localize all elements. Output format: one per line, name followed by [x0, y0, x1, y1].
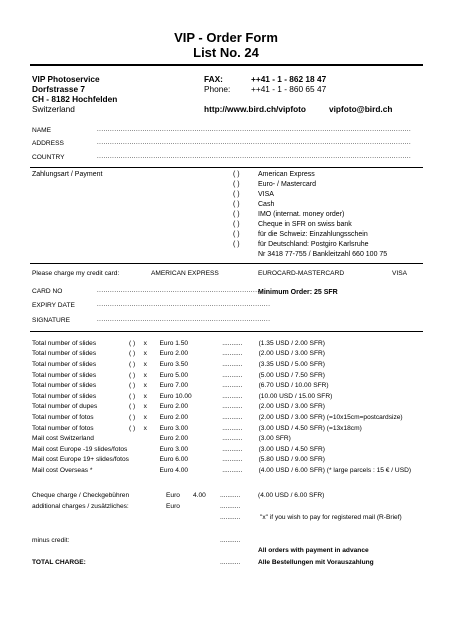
- item-label: Total number of fotos: [32, 424, 94, 432]
- pricing-row: [32, 402, 452, 413]
- pricing-row: [32, 380, 452, 391]
- form-title: VIP - Order Form: [174, 30, 278, 45]
- quantity-box[interactable]: ( ): [128, 403, 136, 411]
- amount-blank[interactable]: ...........: [222, 456, 243, 464]
- address-field[interactable]: .................................................................................................................................................: [97, 140, 412, 146]
- divider-card: [30, 331, 423, 332]
- payment-option-label: Cheque in SFR on swiss bank: [258, 221, 352, 228]
- additional-charges-label: additional charges / zusätzliches:: [32, 503, 129, 510]
- divider-address: [30, 167, 423, 168]
- unit-price: 3.50: [175, 360, 189, 368]
- currency: Euro: [159, 466, 174, 474]
- quantity-box[interactable]: ( ): [128, 392, 136, 400]
- currency: Euro: [159, 382, 174, 390]
- payment-option-label: für die Schweiz: Einzahlungsschein: [258, 231, 368, 238]
- times-sign: x: [143, 413, 147, 421]
- signature-label: SIGNATURE: [32, 317, 70, 324]
- payment-option-label: für Deutschland: Postgiro Karlsruhe: [258, 241, 369, 248]
- cheque-charge-price: 4.00: [193, 492, 206, 499]
- amount-blank[interactable]: ...........: [222, 435, 243, 443]
- item-label: Total number of slides: [32, 371, 97, 379]
- spacer-cell: [199, 391, 222, 402]
- minus-credit-label: minus credit:: [32, 537, 70, 544]
- amount-blank[interactable]: ...........: [222, 339, 243, 347]
- price-note: (6.70 USD / 10.00 SFR): [258, 382, 329, 390]
- item-label: Total number of slides: [32, 360, 97, 368]
- charge-card-label: Please charge my credit card:: [32, 270, 120, 277]
- item-label: Mail cost Switzerland: [32, 435, 94, 443]
- amount-blank[interactable]: ...........: [222, 392, 243, 400]
- pricing-row: [32, 359, 452, 370]
- currency: Euro: [159, 445, 174, 453]
- price-note: (2.00 USD / 3.00 SFR): [258, 350, 325, 358]
- divider-payment: [30, 263, 423, 264]
- payment-option-label: Euro- / Mastercard: [258, 181, 316, 188]
- pricing-row: [32, 412, 452, 423]
- times-sign: x: [143, 339, 147, 347]
- currency: Euro: [159, 413, 174, 421]
- item-label: Mail cost Europe 19+ slides/fotos: [32, 456, 129, 464]
- spacer-cell: [199, 423, 222, 434]
- price-note: (5.00 USD / 7.50 SFR): [258, 371, 325, 379]
- minus-credit-blank[interactable]: ...........: [220, 537, 241, 544]
- price-note: (10.00 USD / 15.00 SFR): [258, 392, 333, 400]
- item-label: Total number of slides: [32, 382, 97, 390]
- pricing-row: [32, 444, 452, 455]
- pricing-row: [32, 455, 452, 466]
- advance-payment-de: Alle Bestellungen mit Vorauszahlung: [258, 559, 374, 566]
- payment-option-label: VISA: [258, 191, 274, 198]
- cheque-charge-note: (4.00 USD / 6.00 SFR): [258, 492, 325, 499]
- card-option-eurocard[interactable]: EUROCARD-MASTERCARD: [258, 270, 345, 277]
- price-note: (3.35 USD / 5.00 SFR): [258, 360, 325, 368]
- pricing-table: [32, 338, 452, 476]
- name-label: NAME: [32, 127, 52, 134]
- unit-price: 6.00: [175, 456, 189, 464]
- times-sign: x: [143, 424, 147, 432]
- pricing-row: [32, 391, 452, 402]
- quantity-box: [129, 455, 144, 466]
- quantity-box: [129, 465, 144, 476]
- times-sign: x: [143, 360, 147, 368]
- spacer-cell: [199, 444, 222, 455]
- unit-price: 2.00: [175, 350, 189, 358]
- item-label: Mail cost Europe -19 slides/fotos: [32, 445, 128, 453]
- price-note: (3.00 USD / 4.50 SFR): [258, 445, 325, 453]
- spacer-cell: [199, 465, 222, 476]
- pricing-row: [32, 370, 452, 381]
- pricing-row: [32, 423, 452, 434]
- cheque-charge-currency: Euro: [166, 492, 180, 499]
- spacer-cell: [199, 380, 222, 391]
- price-note: (4.00 USD / 6.00 SFR) (* large parcels : 15 € / USD): [258, 466, 412, 474]
- minimum-order: Minimum Order: 25 SFR: [258, 289, 338, 296]
- currency: Euro: [159, 339, 174, 347]
- unit-price: 4.00: [175, 466, 189, 474]
- name-field[interactable]: .................................................................................................................................................: [97, 127, 412, 133]
- pricing-row: [32, 338, 452, 349]
- spacer-cell: [199, 455, 222, 466]
- spacer-cell: [199, 370, 222, 381]
- phone-label: Phone:: [204, 84, 231, 94]
- unit-price: 3.00: [175, 424, 189, 432]
- currency: Euro: [159, 424, 174, 432]
- payment-option-label: IMO (internat. money order): [258, 211, 345, 218]
- quantity-box: [129, 433, 144, 444]
- unit-price: 2.00: [175, 435, 189, 443]
- title-divider: [30, 64, 423, 66]
- address-label: ADDRESS: [32, 140, 64, 147]
- additional-charges-currency: Euro: [166, 503, 180, 510]
- card-option-visa[interactable]: VISA: [392, 270, 408, 277]
- payment-checkbox[interactable]: ( ): [233, 211, 240, 218]
- cheque-charge-blank[interactable]: ...........: [220, 492, 241, 499]
- amount-blank[interactable]: ...........: [222, 350, 243, 358]
- quantity-box[interactable]: ( ): [128, 424, 136, 432]
- item-label: Total number of fotos: [32, 413, 94, 421]
- payment-checkbox[interactable]: ( ): [233, 241, 240, 248]
- payment-option-label: Cash: [258, 201, 275, 208]
- amount-blank[interactable]: ...........: [222, 413, 243, 421]
- item-label: Total number of dupes: [32, 403, 98, 411]
- spacer-cell: [199, 338, 222, 349]
- email-link[interactable]: vipfoto@bird.ch: [329, 104, 393, 114]
- advance-payment-en: All orders with payment in advance: [258, 547, 369, 554]
- company-street: Dorfstrasse 7: [32, 84, 86, 94]
- amount-blank[interactable]: ...........: [222, 403, 243, 411]
- times-sign: x: [143, 371, 147, 379]
- form-subtitle: List No. 24: [193, 45, 259, 60]
- total-charge-blank[interactable]: ...........: [220, 559, 241, 566]
- unit-price: 1.50: [175, 339, 189, 347]
- payment-checkbox[interactable]: ( ): [233, 191, 240, 198]
- unit-price: 5.00: [175, 371, 189, 379]
- item-label: Mail cost Overseas *: [32, 466, 93, 474]
- unit-price: 7.00: [175, 382, 189, 390]
- phone-number: ++41 - 1 - 860 65 47: [251, 84, 327, 94]
- company-country: Switzerland: [32, 104, 75, 114]
- spacer-cell: [199, 412, 222, 423]
- times-sign: x: [143, 382, 147, 390]
- card-no-field[interactable]: ................................................................................: [97, 288, 271, 294]
- payment-checkbox[interactable]: ( ): [233, 181, 240, 188]
- bank-details: Nr 3418 77-755 / Bankleitzahl 660 100 75: [258, 251, 388, 258]
- price-note: (3.00 SFR): [258, 435, 291, 443]
- expiry-label: EXPIRY DATE: [32, 302, 75, 309]
- payment-checkbox[interactable]: ( ): [233, 201, 240, 208]
- country-label: COUNTRY: [32, 154, 65, 161]
- currency: Euro: [159, 392, 174, 400]
- currency: Euro: [159, 435, 174, 443]
- times-sign: [144, 444, 160, 455]
- times-sign: x: [143, 392, 147, 400]
- amount-blank[interactable]: ...........: [222, 382, 243, 390]
- unit-price: 10.00: [175, 392, 192, 400]
- price-note: (3.00 USD / 4.50 SFR) (=13x18cm): [258, 424, 362, 432]
- pricing-row: [32, 349, 452, 360]
- company-city: CH - 8182 Hochfelden: [32, 94, 118, 104]
- quantity-box[interactable]: ( ): [128, 382, 136, 390]
- amount-blank[interactable]: ...........: [222, 424, 243, 432]
- registered-mail-blank[interactable]: ...........: [220, 514, 241, 521]
- times-sign: [144, 455, 160, 466]
- unit-price: 2.00: [175, 413, 189, 421]
- payment-checkbox[interactable]: ( ): [233, 171, 240, 178]
- spacer-cell: [199, 402, 222, 413]
- quantity-box[interactable]: ( ): [128, 371, 136, 379]
- price-note: (5.80 USD / 9.00 SFR): [258, 456, 325, 464]
- card-option-amex[interactable]: AMERICAN EXPRESS: [151, 270, 219, 277]
- times-sign: [144, 433, 160, 444]
- expiry-field[interactable]: ................................................................................: [97, 302, 271, 308]
- quantity-box[interactable]: ( ): [128, 413, 136, 421]
- payment-checkbox[interactable]: ( ): [233, 231, 240, 238]
- amount-blank[interactable]: ...........: [222, 371, 243, 379]
- price-note: (2.00 USD / 3.00 SFR) (=10x15cm=postcardsize): [258, 413, 403, 421]
- amount-blank[interactable]: ...........: [222, 360, 243, 368]
- currency: Euro: [159, 456, 174, 464]
- signature-field[interactable]: ................................................................................: [97, 317, 271, 323]
- item-label: Total number of slides: [32, 392, 97, 400]
- currency: Euro: [159, 371, 174, 379]
- total-charge-label: TOTAL CHARGE:: [32, 559, 86, 566]
- company-name: VIP Photoservice: [32, 74, 100, 84]
- registered-mail-note: "x" if you wish to pay for registered mail (R-Brief): [260, 514, 402, 521]
- times-sign: [144, 465, 160, 476]
- item-label: Total number of slides: [32, 350, 97, 358]
- currency: Euro: [159, 360, 174, 368]
- quantity-box[interactable]: ( ): [128, 339, 136, 347]
- spacer-cell: [199, 433, 222, 444]
- quantity-box: [129, 444, 144, 455]
- payment-label: Zahlungsart / Payment: [32, 171, 103, 178]
- amount-blank[interactable]: ...........: [222, 445, 243, 453]
- item-label: Total number of slides: [32, 339, 97, 347]
- card-no-label: CARD NO: [32, 288, 63, 295]
- website-link[interactable]: http://www.bird.ch/vipfoto: [204, 104, 307, 114]
- payment-option-label: American Express: [258, 171, 315, 178]
- fax-number: ++41 - 1 - 862 18 47: [251, 74, 327, 84]
- pricing-row: [32, 465, 452, 476]
- price-note: (1.35 USD / 2.00 SFR): [258, 339, 325, 347]
- times-sign: x: [143, 403, 147, 411]
- quantity-box[interactable]: ( ): [128, 360, 136, 368]
- unit-price: 3.00: [175, 445, 189, 453]
- times-sign: x: [143, 350, 147, 358]
- spacer-cell: [199, 349, 222, 360]
- cheque-charge-label: Cheque charge / Checkgebühren: [32, 492, 130, 499]
- unit-price: 2.00: [175, 403, 189, 411]
- currency: Euro: [159, 350, 174, 358]
- pricing-row: [32, 433, 452, 444]
- additional-charges-blank[interactable]: ...........: [220, 503, 241, 510]
- fax-label: FAX:: [204, 74, 223, 84]
- country-field[interactable]: .................................................................................................................................................: [97, 154, 412, 160]
- spacer-cell: [199, 359, 222, 370]
- currency: Euro: [159, 403, 174, 411]
- amount-blank[interactable]: ...........: [222, 466, 243, 474]
- payment-checkbox[interactable]: ( ): [233, 221, 240, 228]
- price-note: (2.00 USD / 3.00 SFR): [258, 403, 325, 411]
- quantity-box[interactable]: ( ): [128, 350, 136, 358]
